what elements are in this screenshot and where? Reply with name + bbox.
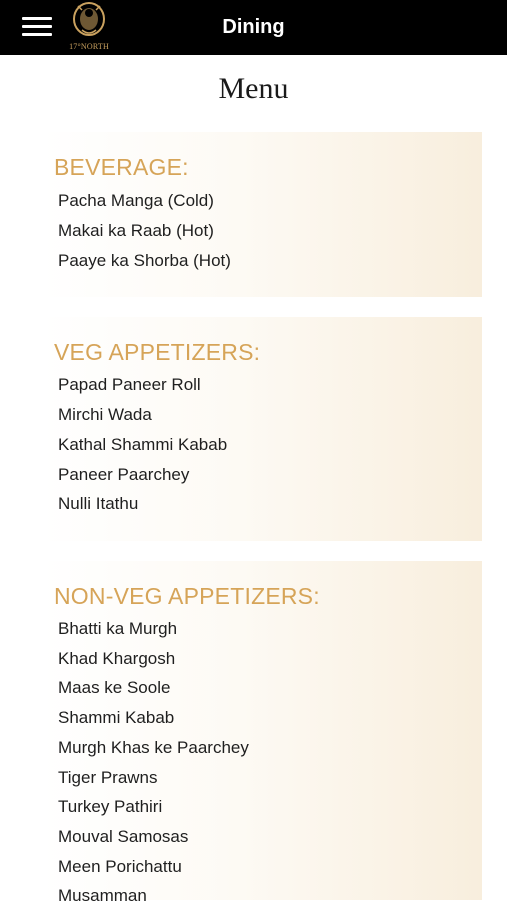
- menu-item: Mouval Samosas: [58, 827, 189, 846]
- menu-item: Musamman: [58, 886, 147, 905]
- page-title: Dining: [222, 16, 285, 38]
- menu-item: Bhatti ka Murgh: [58, 619, 178, 638]
- menu-item: Papad Paneer Roll: [58, 375, 201, 394]
- menu-item: Nulli Itathu: [58, 494, 139, 513]
- menu-item: Pacha Manga (Cold): [58, 191, 214, 210]
- beverage-card: [42, 132, 482, 297]
- menu-item: Tiger Prawns: [58, 768, 158, 787]
- menu-item: Maas ke Soole: [58, 678, 171, 697]
- menu-item: Shammi Kabab: [58, 708, 175, 727]
- non-veg-appetizers-card: [42, 561, 482, 905]
- menu-item: Paaye ka Shorba (Hot): [58, 251, 231, 270]
- beverage-title: BEVERAGE:: [54, 154, 189, 180]
- menu-item: Makai ka Raab (Hot): [58, 221, 214, 240]
- menu-item: Paneer Paarchey: [58, 465, 190, 484]
- menu-item: Meen Porichattu: [58, 857, 182, 876]
- logo-wordmark: 17°NORTH: [69, 42, 109, 51]
- menu-item: Kathal Shammi Kabab: [58, 435, 228, 454]
- veg-appetizers-title: VEG APPETIZERS:: [54, 339, 261, 365]
- menu-item: Murgh Khas ke Paarchey: [58, 738, 249, 757]
- menu-item: Khad Khargosh: [58, 649, 176, 668]
- menu-item: Mirchi Wada: [58, 405, 152, 424]
- menu-heading: Menu: [218, 72, 289, 105]
- top-bar: [0, 0, 507, 55]
- menu-item: Turkey Pathiri: [58, 797, 163, 816]
- veg-appetizers-card: [42, 317, 482, 541]
- non-veg-appetizers-title: NON-VEG APPETIZERS:: [54, 583, 320, 609]
